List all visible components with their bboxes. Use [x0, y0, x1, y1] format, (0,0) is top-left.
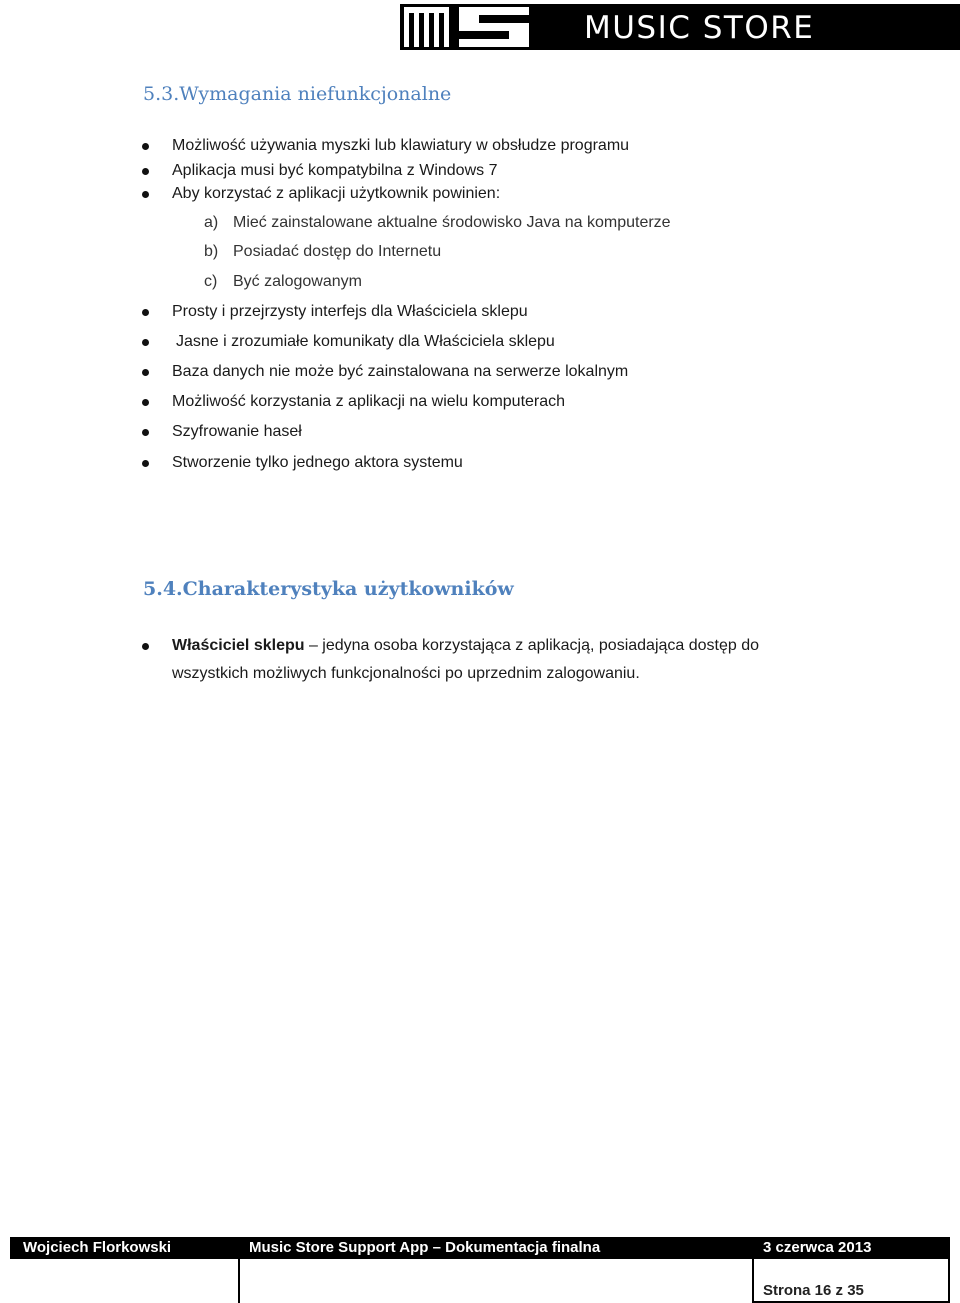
section-title: Wymagania niefunkcjonalne	[179, 83, 452, 105]
footer-divider	[238, 1237, 240, 1303]
section-number: 5.3.	[143, 83, 180, 105]
sub-marker: a)	[204, 214, 219, 231]
list-item-text: Baza danych nie może być zainstalowana na serwerze lokalnym	[172, 363, 629, 380]
bullet-icon	[142, 143, 149, 150]
section-number: 5.4.	[143, 578, 183, 600]
list-item-text: Jasne i zrozumiałe komunikaty dla Właściciela sklepu	[176, 333, 555, 350]
bullet-icon	[142, 643, 149, 650]
footer-date: 3 czerwca 2013	[763, 1239, 872, 1256]
user-text: – jedyna osoba korzystająca z aplikacją, posiadająca dostęp do wszystkich możliwych funkcjonalności po uprzednim zalogowaniu.	[172, 637, 760, 682]
bullet-icon	[142, 339, 149, 346]
bullet-icon	[142, 191, 149, 198]
ms-logo-icon	[404, 7, 534, 47]
list-item-text: Aplikacja musi być kompatybilna z Windows 7	[172, 162, 498, 179]
sub-marker: c)	[204, 273, 218, 290]
header-logo	[400, 4, 960, 50]
sub-text: Posiadać dostęp do Internetu	[233, 243, 442, 260]
bullet-icon	[142, 399, 149, 406]
list-item-text: Aby korzystać z aplikacji użytkownik powinien:	[172, 185, 501, 202]
list-item-text: Możliwość używania myszki lub klawiatury w obsłudze programu	[172, 137, 630, 154]
footer-doc-title: Music Store Support App – Dokumentacja finalna	[249, 1239, 601, 1256]
sub-marker: b)	[204, 243, 219, 260]
bullet-icon	[142, 369, 149, 376]
list-item-text: Prosty i przejrzysty interfejs dla Właściciela sklepu	[172, 303, 528, 320]
logo-text: MUSIC STORE	[584, 10, 815, 46]
page-number: Strona 16 z 35	[763, 1282, 864, 1299]
user-term: Właściciel sklepu	[172, 637, 305, 654]
section-title: Charakterystyka użytkowników	[182, 578, 514, 600]
section-heading-nonfunctional	[143, 82, 451, 106]
section-heading-users	[143, 577, 514, 601]
list-item-text: Stworzenie tylko jednego aktora systemu	[172, 454, 463, 471]
bullet-icon	[142, 168, 149, 175]
bullet-icon	[142, 429, 149, 436]
user-description	[172, 632, 832, 688]
list-item-text: Możliwość korzystania z aplikacji na wielu komputerach	[172, 393, 566, 410]
sub-text: Być zalogowanym	[233, 273, 362, 290]
footer-author: Wojciech Florkowski	[23, 1239, 172, 1256]
list-item-text: Szyfrowanie haseł	[172, 423, 302, 440]
bullet-icon	[142, 309, 149, 316]
sub-text: Mieć zainstalowane aktualne środowisko Java na komputerze	[233, 214, 671, 231]
bullet-icon	[142, 460, 149, 467]
